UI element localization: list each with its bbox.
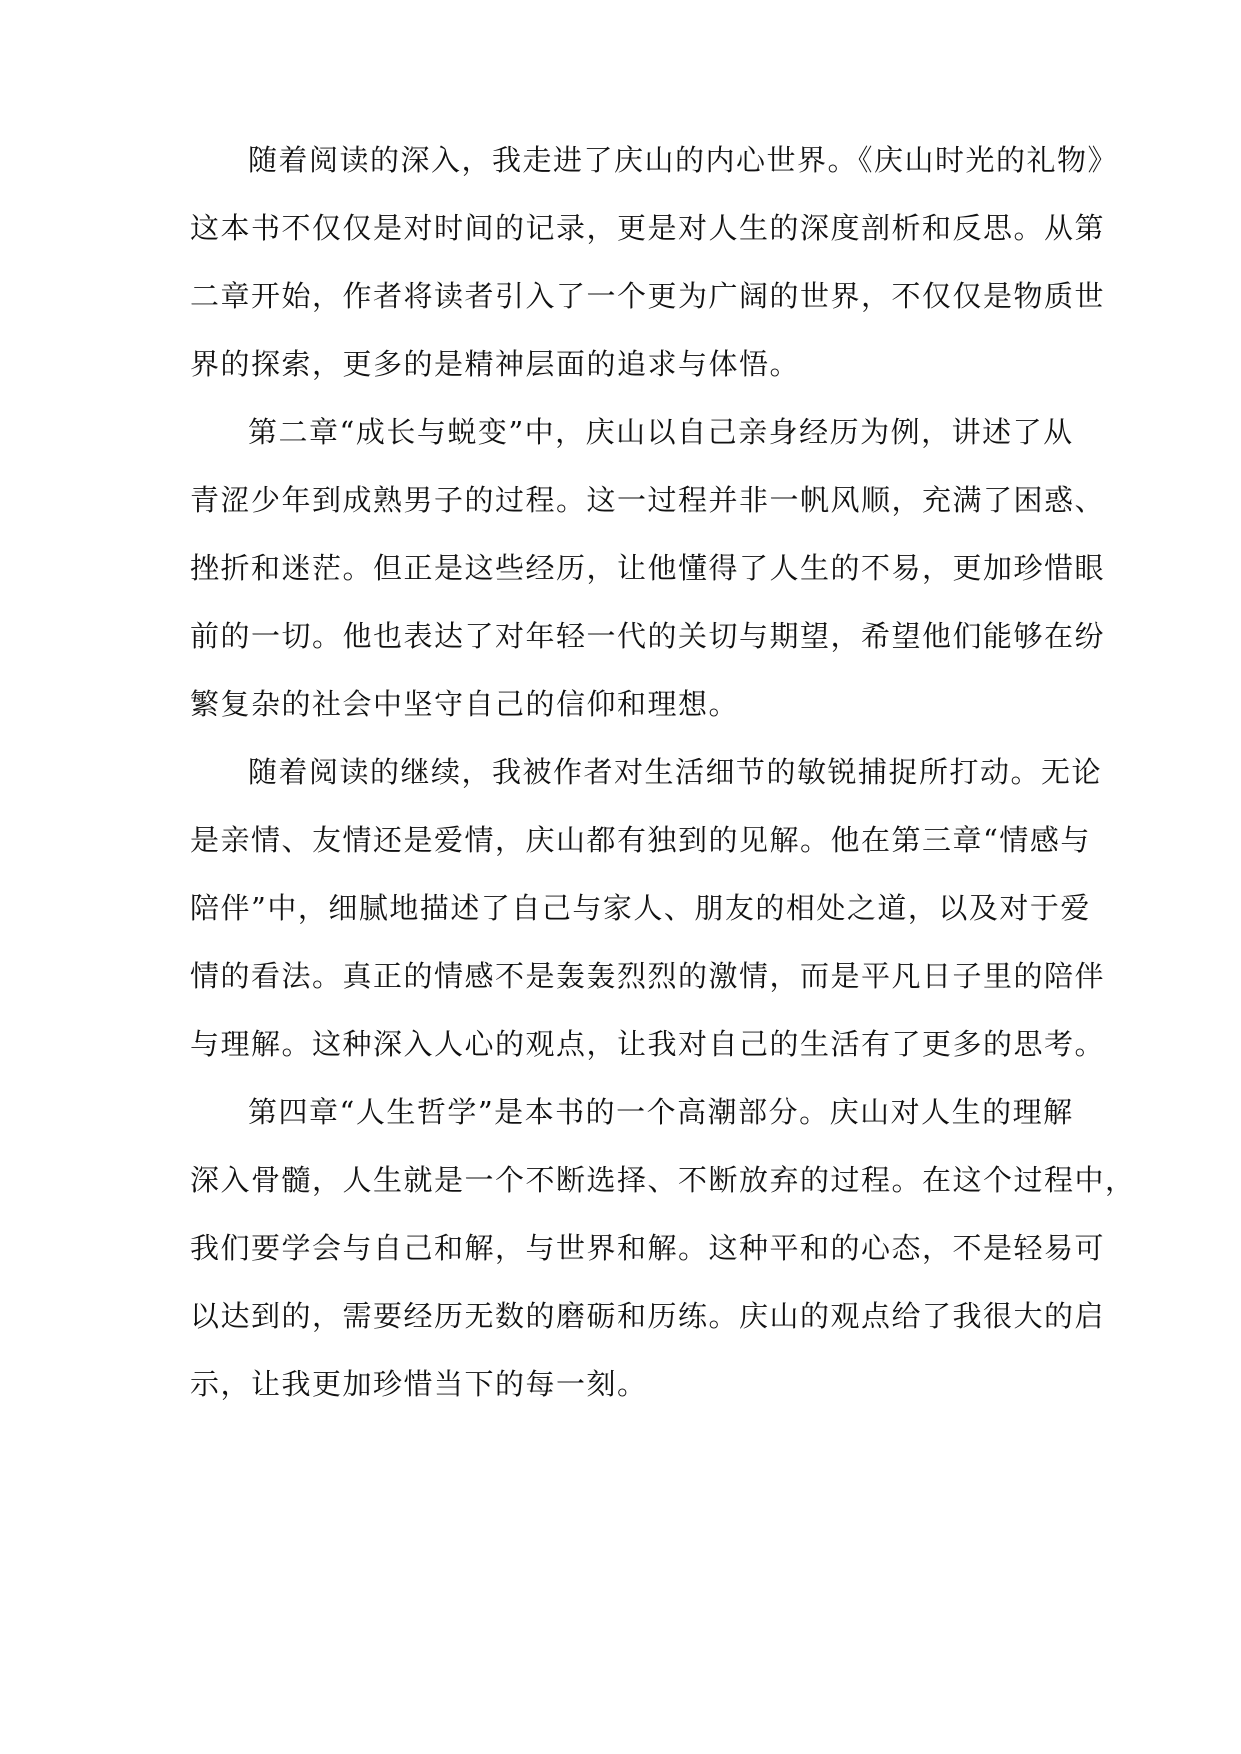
text-line: 第二章“成长与蜕变”中，庆山以自己亲身经历为例，讲述了从 [248, 415, 1074, 449]
text-line: 示，让我更加珍惜当下的每一刻。 [190, 1367, 648, 1401]
text-line: 深入骨髓，人生就是一个不断选择、不断放弃的过程。在这个过程中， [190, 1163, 1136, 1197]
text-line: 前的一切。他也表达了对年轻一代的关切与期望，希望他们能够在纷 [190, 619, 1106, 653]
text-line: 以达到的，需要经历无数的磨砺和历练。庆山的观点给了我很大的启 [190, 1299, 1106, 1333]
text-line: 与理解。这种深入人心的观点，让我对自己的生活有了更多的思考。 [190, 1027, 1106, 1061]
text-line: 这本书不仅仅是对时间的记录，更是对人生的深度剖析和反思。从第 [190, 211, 1106, 245]
text-line: 随着阅读的继续，我被作者对生活细节的敏锐捕捉所打动。无论 [248, 755, 1103, 789]
text-line: 情的看法。真正的情感不是轰轰烈烈的激情，而是平凡日子里的陪伴 [190, 959, 1106, 993]
text-line: 第四章“人生哲学”是本书的一个高潮部分。庆山对人生的理解 [248, 1095, 1074, 1129]
text-line: 挫折和迷茫。但正是这些经历，让他懂得了人生的不易，更加珍惜眼 [190, 551, 1106, 585]
text-line: 二章开始，作者将读者引入了一个更为广阔的世界，不仅仅是物质世 [190, 279, 1106, 313]
text-line: 陪伴”中，细腻地描述了自己与家人、朋友的相处之道，以及对于爱 [190, 891, 1091, 925]
text-line: 繁复杂的社会中坚守自己的信仰和理想。 [190, 687, 740, 721]
text-line: 界的探索，更多的是精神层面的追求与体悟。 [190, 347, 801, 381]
text-line: 随着阅读的深入，我走进了庆山的内心世界。《庆山时光的礼物》 [248, 143, 1119, 177]
text-line: 是亲情、友情还是爱情，庆山都有独到的见解。他在第三章“情感与 [190, 823, 1091, 857]
text-line: 青涩少年到成熟男子的过程。这一过程并非一帆风顺，充满了困惑、 [190, 483, 1106, 517]
text-line: 我们要学会与自己和解，与世界和解。这种平和的心态，不是轻易可 [190, 1231, 1106, 1265]
